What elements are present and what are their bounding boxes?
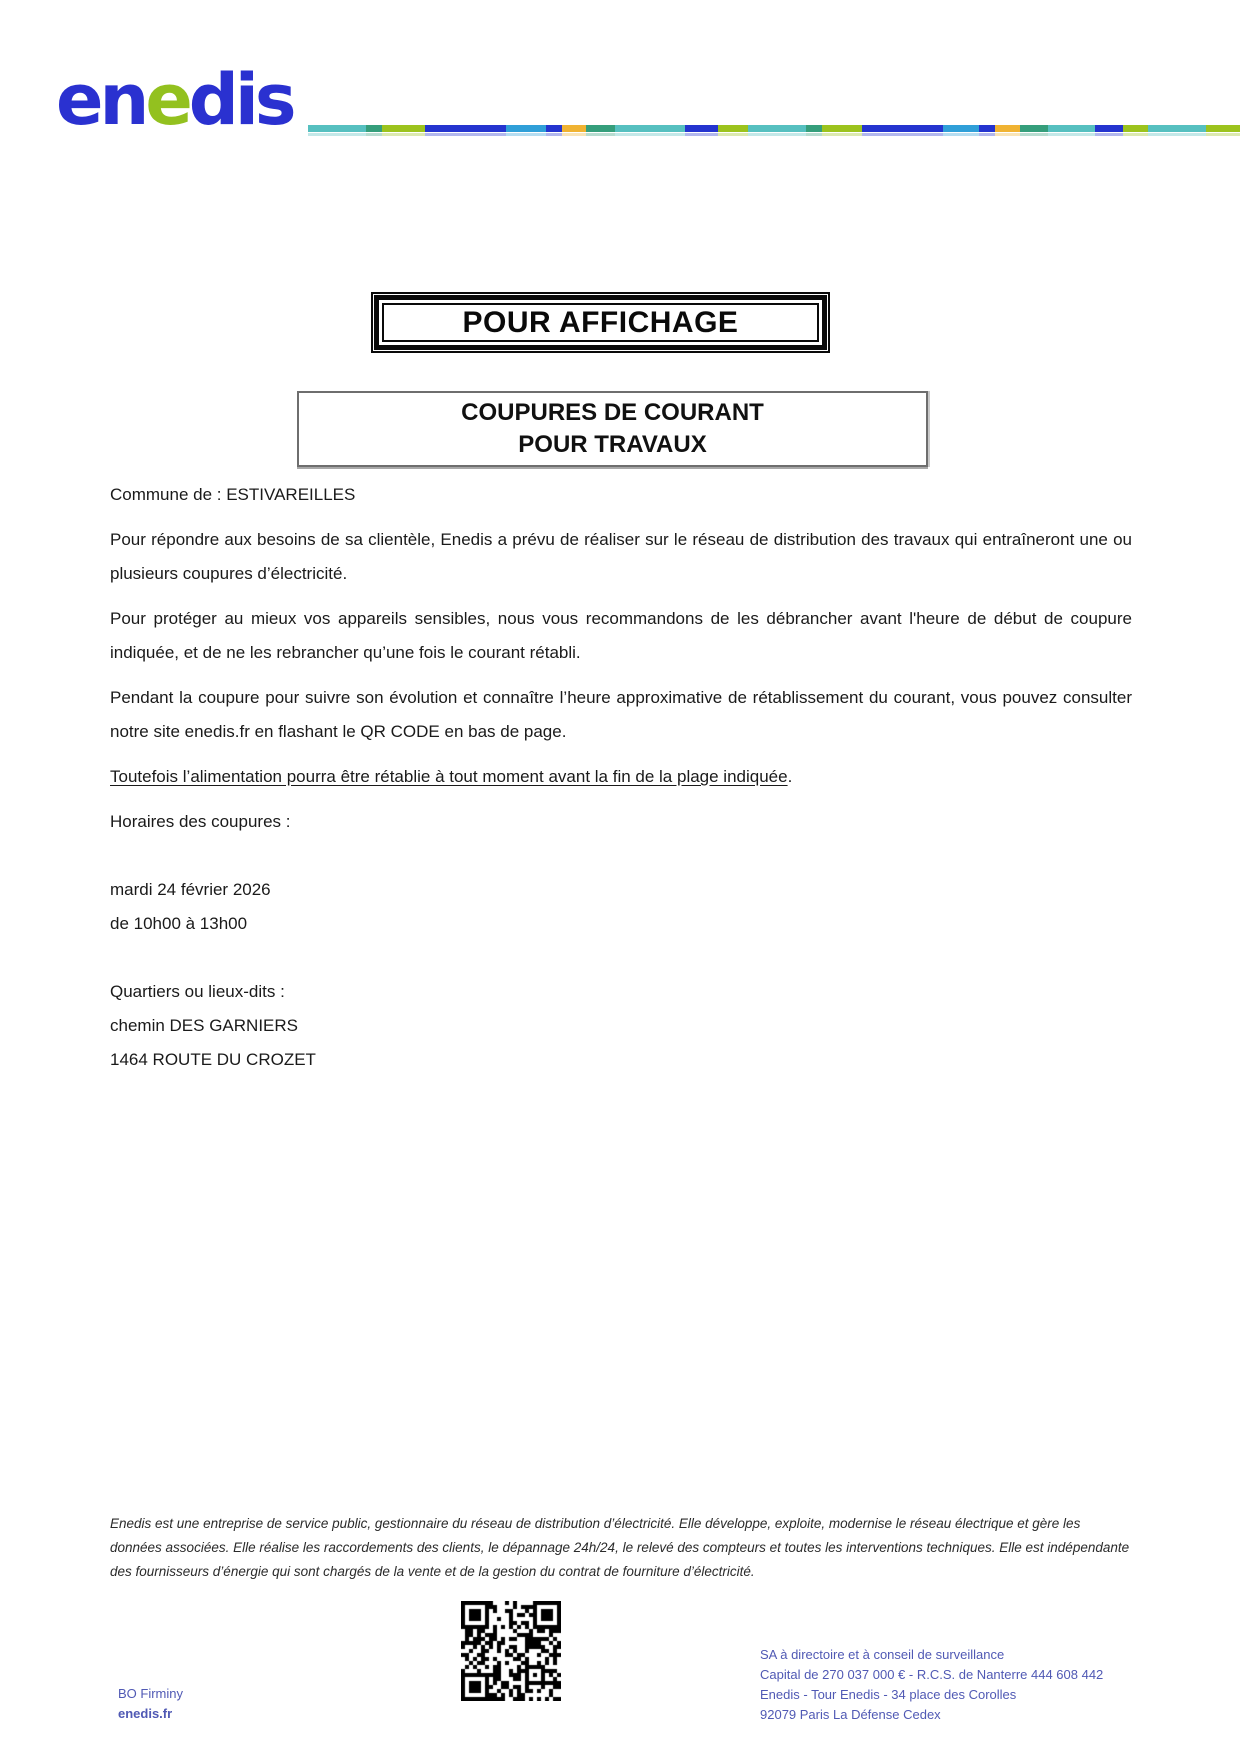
- places-block: [110, 975, 1132, 1077]
- stripe-segment: [806, 133, 822, 136]
- company-description: Enedis est une entreprise de service public, gestionnaire du réseau de distribution d’électricité. Elle développe, exploite, modernise le réseau électrique et gère les données associées. Elle réalise les raccordements des clients, le dépannage 24h/24, le relevé des compteurs et toutes les interventions techniques. Elle est indépendante des fournisseurs d’énergie qui sont chargés de la vente et de la gestion du contrat de fourniture d’électricité.: [110, 1515, 1130, 1579]
- stripe-segment: [382, 133, 425, 136]
- stripe-segment: [1123, 133, 1148, 136]
- brand-stripe-light-row: [308, 133, 1240, 136]
- qr-code-icon: [461, 1601, 561, 1701]
- stripe-segment: [506, 133, 545, 136]
- stripe-segment: [718, 133, 749, 136]
- place-line: 1464 ROUTE DU CROZET: [110, 1050, 316, 1069]
- schedule-block: [110, 873, 1132, 941]
- stripe-segment: [382, 125, 425, 132]
- stripe-segment: [562, 133, 587, 136]
- stripe-segment: [1095, 125, 1123, 132]
- stripe-segment: [748, 125, 806, 132]
- highlight-sentence: [110, 760, 1132, 794]
- schedule-time: de 10h00 à 13h00: [110, 914, 248, 933]
- stripe-segment: [1095, 133, 1123, 136]
- stripe-segment: [1020, 133, 1048, 136]
- stripe-segment: [425, 133, 506, 136]
- enedis-logo: [56, 59, 293, 141]
- stripe-segment: [586, 125, 614, 132]
- schedule-date: mardi 24 février 2026: [110, 880, 271, 899]
- stripe-segment: [308, 125, 366, 132]
- stripe-segment: [1148, 125, 1206, 132]
- paragraph-intro: Pour répondre aux besoins de sa clientèle, Enedis a prévu de réaliser sur le réseau de distribution des travaux qui entraîneront une ou plusieurs coupures d’électricité.: [110, 530, 1132, 583]
- logo-text-blue-2: dis: [188, 59, 293, 141]
- stripe-segment: [1123, 125, 1148, 132]
- stripe-segment: [1148, 133, 1206, 136]
- paragraph-advice: Pour protéger au mieux vos appareils sensibles, nous vous recommandons de les débrancher avant l'heure de début de coupure indiquée, et de ne les rebrancher qu’une fois le courant rétabli.: [110, 609, 1132, 662]
- schedule-label: Horaires des coupures :: [110, 812, 291, 831]
- stripe-segment: [366, 125, 382, 132]
- office-name: BO Firminy: [118, 1686, 183, 1701]
- stripe-segment: [546, 125, 562, 132]
- stripe-segment: [1048, 125, 1095, 132]
- stripe-segment: [979, 133, 995, 136]
- logo-text-blue-1: en: [56, 59, 146, 141]
- affichage-banner-box: [371, 292, 830, 353]
- highlight-period: .: [787, 767, 793, 786]
- stripe-segment: [425, 125, 506, 132]
- places-label: Quartiers ou lieux-dits :: [110, 982, 285, 1001]
- stripe-segment: [506, 125, 545, 132]
- legal-line: SA à directoire et à conseil de surveillance: [760, 1647, 1005, 1662]
- notice-title-line-2: POUR TRAVAUX: [518, 431, 707, 458]
- notice-body: [110, 478, 1132, 1077]
- highlight-underlined-text: Toutefois l’alimentation pourra être rétablie à tout moment avant la fin de la plage indiquée: [110, 767, 788, 786]
- enedis-site-label: enedis.fr: [118, 1706, 173, 1721]
- stripe-segment: [1020, 125, 1048, 132]
- stripe-segment: [1206, 125, 1240, 132]
- stripe-segment: [615, 125, 685, 132]
- stripe-segment: [308, 133, 366, 136]
- brand-stripe: [308, 125, 1240, 136]
- legal-line: Capital de 270 037 000 € - R.C.S. de Nanterre 444 608 442: [760, 1667, 1104, 1682]
- stripe-segment: [806, 125, 822, 132]
- stripe-segment: [586, 133, 614, 136]
- logo-text-green-e: e: [145, 59, 189, 141]
- affichage-banner-inner: [382, 303, 819, 342]
- commune-line: Commune de : ESTIVAREILLES: [110, 485, 356, 504]
- stripe-segment: [1048, 133, 1095, 136]
- stripe-segment: [748, 133, 806, 136]
- stripe-segment: [366, 133, 382, 136]
- stripe-segment: [943, 133, 980, 136]
- stripe-segment: [718, 125, 749, 132]
- stripe-segment: [862, 133, 943, 136]
- stripe-segment: [562, 125, 587, 132]
- stripe-segment: [995, 125, 1020, 132]
- notice-title-line-1: COUPURES DE COURANT: [461, 399, 764, 426]
- paragraph-qrcode: Pendant la coupure pour suivre son évolution et connaître l’heure approximative de rétablissement du courant, vous pouvez consulter notre site enedis.fr en flashant le QR CODE en bas de page.: [110, 688, 1132, 741]
- brand-stripe-main-row: [308, 125, 1240, 132]
- stripe-segment: [546, 133, 562, 136]
- stripe-segment: [685, 133, 718, 136]
- legal-block: [760, 1645, 1103, 1725]
- office-block: [118, 1684, 183, 1724]
- stripe-segment: [979, 125, 995, 132]
- stripe-segment: [615, 133, 685, 136]
- legal-line: Enedis - Tour Enedis - 34 place des Corolles: [760, 1687, 1017, 1702]
- stripe-segment: [862, 125, 943, 132]
- stripe-segment: [822, 125, 861, 132]
- stripe-segment: [1206, 133, 1240, 136]
- place-line: chemin DES GARNIERS: [110, 1016, 298, 1035]
- legal-line: 92079 Paris La Défense Cedex: [760, 1707, 941, 1722]
- stripe-segment: [943, 125, 980, 132]
- affichage-banner-border: [374, 295, 827, 350]
- coupures-notice-box: [297, 391, 928, 467]
- affichage-banner-title: POUR AFFICHAGE: [462, 305, 739, 339]
- stripe-segment: [685, 125, 718, 132]
- stripe-segment: [822, 133, 861, 136]
- stripe-segment: [995, 133, 1020, 136]
